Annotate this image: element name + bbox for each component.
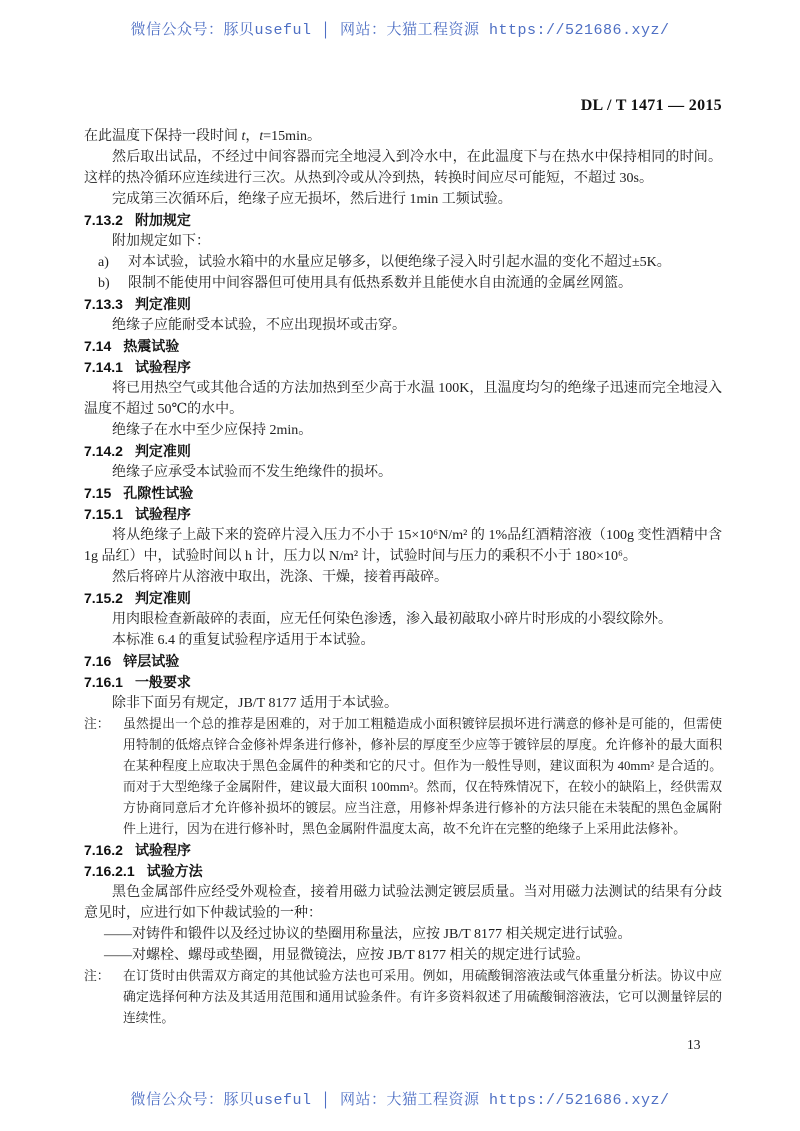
heading-7-15-1 — [84, 504, 722, 525]
note-text: 虽然提出一个总的推荐是困难的，对于加工粗糙造成小面积镀锌层损坏进行满意的修补是可能的，但需使用特制的低熔点锌合金修补焊条进行修补，修补层的厚度至少应等于镀锌层的厚度。允许修补的最大面积在某种程度上应取决于黑色金属件的种类和它的尺寸。但作为一般性导则，建议面积为 40mm² 是合适的。而对于大型绝缘子金属附件，建议最大面积 100mm²。然而，仅在特殊情况下，在较小的缺陷上，经供需双方协商同意后才允许修补损坏的镀层。应当注意，用修补焊条进行修补的方法只能在未装配的黑色金属附件上进行，因为在进行修补时，黑色金属附件温度太高，故不允许在完整的绝缘子上采用此法修补。 — [123, 717, 722, 836]
variable-t: t — [241, 129, 246, 144]
heading-7-14-2 — [84, 441, 722, 462]
heading-title: 试验程序 — [134, 842, 191, 858]
heading-7-14-1 — [84, 357, 722, 378]
list-item-b — [84, 273, 722, 294]
list-item-a — [84, 252, 722, 273]
paragraph: 绝缘子应能耐受本试验，不应出现损坏或击穿。 — [112, 318, 406, 333]
paragraph: 将已用热空气或其他合适的方法加热到至少高于水温 100K，且温度均匀的绝缘子迅速而完全地浸入温度不超过 50℃的水中。 — [84, 381, 722, 417]
paragraph: 然后取出试品，不经过中间容器而完全地浸入到冷水中，在此温度下与在热水中保持相同的时间。这样的热冷循环应连续进行三次。从热到冷或从冷到热，转换时间应尽可能短，不超过 30s。 — [84, 150, 722, 186]
heading-number: 7.13.3 — [84, 296, 123, 312]
heading-number: 7.16.2 — [84, 842, 123, 858]
note-other-methods — [84, 966, 722, 1029]
paragraph: 本标准 6.4 的重复试验程序适用于本试验。 — [112, 633, 375, 648]
dash-item: ——对铸件和锻件以及经过协议的垫圈用称量法，应按 JB/T 8177 相关规定进行试验。 — [104, 927, 632, 942]
list-text: 限制不能使用中间容器但可使用具有低热系数并且能使水自由流通的金属丝网篮。 — [128, 276, 632, 291]
paragraph: 然后将碎片从溶液中取出，洗涤、干燥，接着再敲碎。 — [112, 570, 448, 585]
list-marker: a) — [98, 255, 109, 270]
note-zinc-repair — [84, 714, 722, 840]
heading-title: 锌层试验 — [123, 653, 180, 669]
heading-title: 附加规定 — [134, 212, 191, 228]
paragraph: 绝缘子在水中至少应保持 2min。 — [112, 423, 313, 438]
list-marker: b) — [98, 276, 110, 291]
heading-7-15-2 — [84, 588, 722, 609]
text-run: 在此温度下保持一段时间 — [84, 129, 242, 144]
list-text: 对本试验，试验水箱中的水量应足够多，以便绝缘子浸入时引起水温的变化不超过±5K。 — [128, 255, 671, 270]
heading-title: 孔隙性试验 — [123, 485, 194, 501]
paragraph: 绝缘子应承受本试验而不发生绝缘件的损坏。 — [112, 465, 392, 480]
watermark-bottom: 微信公众号：豚贝useful │ 网站：大猫工程资源 https://521686.xyz/ — [130, 1092, 670, 1109]
heading-7-13-3 — [84, 294, 722, 315]
heading-number: 7.14 — [84, 338, 112, 354]
heading-7-16-2 — [84, 840, 722, 861]
heading-7-14 — [84, 336, 722, 357]
text-run: ， — [245, 129, 260, 144]
heading-7-16 — [84, 651, 722, 672]
variable-t: t — [259, 129, 264, 144]
paragraph-continued — [84, 126, 722, 147]
heading-title: 判定准则 — [134, 443, 191, 459]
paragraph: 附加规定如下： — [112, 234, 210, 249]
text-run: =15min。 — [263, 129, 321, 144]
heading-7-13-2 — [84, 210, 722, 231]
paragraph: 黑色金属部件应经受外观检查，接着用磁力试验法测定镀层质量。当对用磁力法测试的结果有分歧意见时，应进行如下仲裁试验的一种： — [84, 885, 722, 921]
heading-title: 热震试验 — [123, 338, 180, 354]
watermark-top: 微信公众号：豚贝useful │ 网站：大猫工程资源 https://521686.xyz/ — [130, 22, 670, 39]
heading-number: 7.13.2 — [84, 212, 123, 228]
heading-number: 7.16.2.1 — [84, 863, 135, 879]
heading-number: 7.14.1 — [84, 359, 123, 375]
dash-item: ——对螺栓、螺母或垫圈，用显微镜法，应按 JB/T 8177 相关的规定进行试验。 — [104, 948, 590, 963]
heading-7-16-2-1 — [84, 861, 722, 882]
note-marker: 注： — [84, 717, 110, 731]
heading-number: 7.15 — [84, 485, 112, 501]
heading-number: 7.16 — [84, 653, 112, 669]
heading-7-15 — [84, 483, 722, 504]
note-marker: 注： — [84, 969, 110, 983]
heading-title: 试验程序 — [134, 506, 191, 522]
heading-title: 试验程序 — [134, 359, 191, 375]
heading-number: 7.16.1 — [84, 674, 123, 690]
heading-title: 试验方法 — [146, 863, 203, 879]
document-body — [84, 126, 722, 1029]
page-number: 13 — [687, 1037, 701, 1052]
heading-number: 7.14.2 — [84, 443, 123, 459]
note-text: 在订货时由供需双方商定的其他试验方法也可采用。例如，用硫酸铜溶液法或气体重量分析法。协议中应确定选择何种方法及其适用范围和通用试验条件。有许多资料叙述了用硫酸铜溶液法，它可以测量锌层的连续性。 — [123, 969, 722, 1025]
heading-number: 7.15.1 — [84, 506, 123, 522]
paragraph: 完成第三次循环后，绝缘子应无损坏，然后进行 1min 工频试验。 — [112, 192, 512, 207]
paragraph: 将从绝缘子上敲下来的瓷碎片浸入压力不小于 15×10⁶N/m² 的 1%品红酒精溶液（100g 变性酒精中含 1g 品红）中，试验时间以 h 计，压力以 N/m² 计，试验时间与压力的乘积不小于 180×10⁶。 — [84, 528, 722, 564]
heading-title: 判定准则 — [134, 590, 191, 606]
heading-title: 判定准则 — [134, 296, 191, 312]
paragraph: 用肉眼检查新敲碎的表面，应无任何染色渗透，渗入最初敲取小碎片时形成的小裂纹除外。 — [112, 612, 672, 627]
heading-number: 7.15.2 — [84, 590, 123, 606]
doc-number: DL / T 1471 — 2015 — [580, 97, 722, 114]
heading-7-16-1 — [84, 672, 722, 693]
heading-title: 一般要求 — [134, 674, 191, 690]
paragraph: 除非下面另有规定，JB/T 8177 适用于本试验。 — [112, 696, 398, 711]
